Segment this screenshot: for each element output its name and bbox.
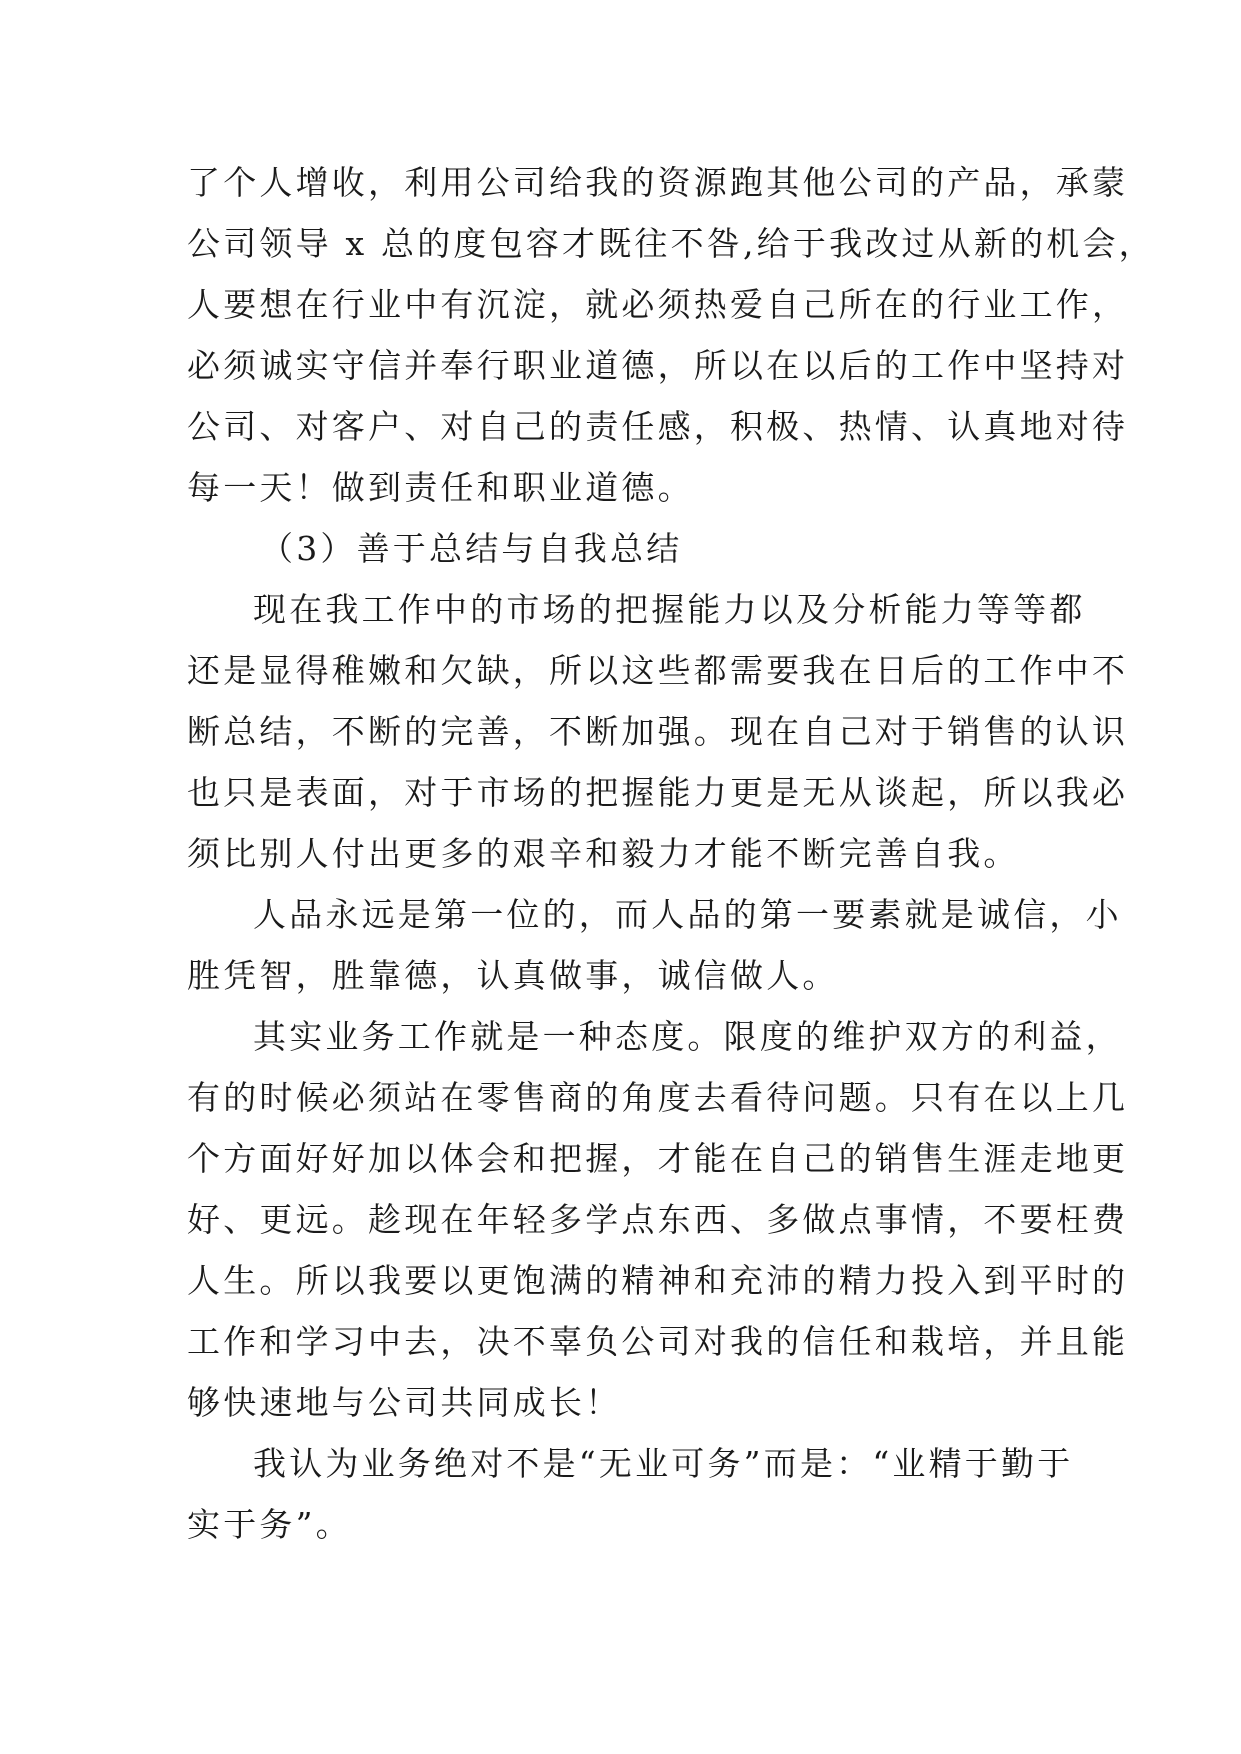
text-line: 必须诚实守信并奉行职业道德，所以在以后的工作中坚持对 [187, 346, 1129, 385]
text-line: 实于务”。 [187, 1505, 352, 1544]
body-text [187, 152, 1155, 1555]
text-line: 工作和学习中去，决不辜负公司对我的信任和栽培，并且能 [187, 1322, 1129, 1361]
text-line: 公司领导 x 总的度包容才既往不咎,给于我改过从新的机会， [187, 224, 1155, 263]
text-line: 胜凭智，胜靠德，认真做事，诚信做人。 [187, 956, 839, 995]
paragraph-first-line: 其实业务工作就是一种态度。限度的维护双方的利益， [253, 1017, 1122, 1056]
section-heading: （3）善于总结与自我总结 [260, 529, 683, 568]
text-line: 每一天！做到责任和职业道德。 [187, 468, 694, 507]
paragraph-first-line: 人品永远是第一位的，而人品的第一要素就是诚信，小 [253, 895, 1122, 934]
text-line: 个方面好好加以体会和把握，才能在自己的销售生涯走地更 [187, 1139, 1129, 1178]
text-line: 还是显得稚嫩和欠缺，所以这些都需要我在日后的工作中不 [187, 651, 1129, 690]
text-line: 人生。所以我要以更饱满的精神和充沛的精力投入到平时的 [187, 1261, 1129, 1300]
text-line: 够快速地与公司共同成长！ [187, 1383, 622, 1422]
text-line: 须比别人付出更多的艰辛和毅力才能不断完善自我。 [187, 834, 1020, 873]
text-line: 公司、对客户、对自己的责任感，积极、热情、认真地对待 [187, 407, 1129, 446]
text-line: 好、更远。趁现在年轻多学点东西、多做点事情，不要枉费 [187, 1200, 1129, 1239]
paragraph-first-line: 现在我工作中的市场的把握能力以及分析能力等等都 [253, 590, 1086, 629]
text-line: 了个人增收，利用公司给我的资源跑其他公司的产品，承蒙 [187, 163, 1129, 202]
text-line: 人要想在行业中有沉淀，就必须热爱自己所在的行业工作， [187, 285, 1129, 324]
text-line: 有的时候必须站在零售商的角度去看待问题。只有在以上几 [187, 1078, 1129, 1117]
text-line: 也只是表面，对于市场的把握能力更是无从谈起，所以我必 [187, 773, 1129, 812]
paragraph-first-line: 我认为业务绝对不是“无业可务”而是：“业精于勤于 [253, 1444, 1074, 1483]
text-line: 断总结，不断的完善，不断加强。现在自己对于销售的认识 [187, 712, 1129, 751]
